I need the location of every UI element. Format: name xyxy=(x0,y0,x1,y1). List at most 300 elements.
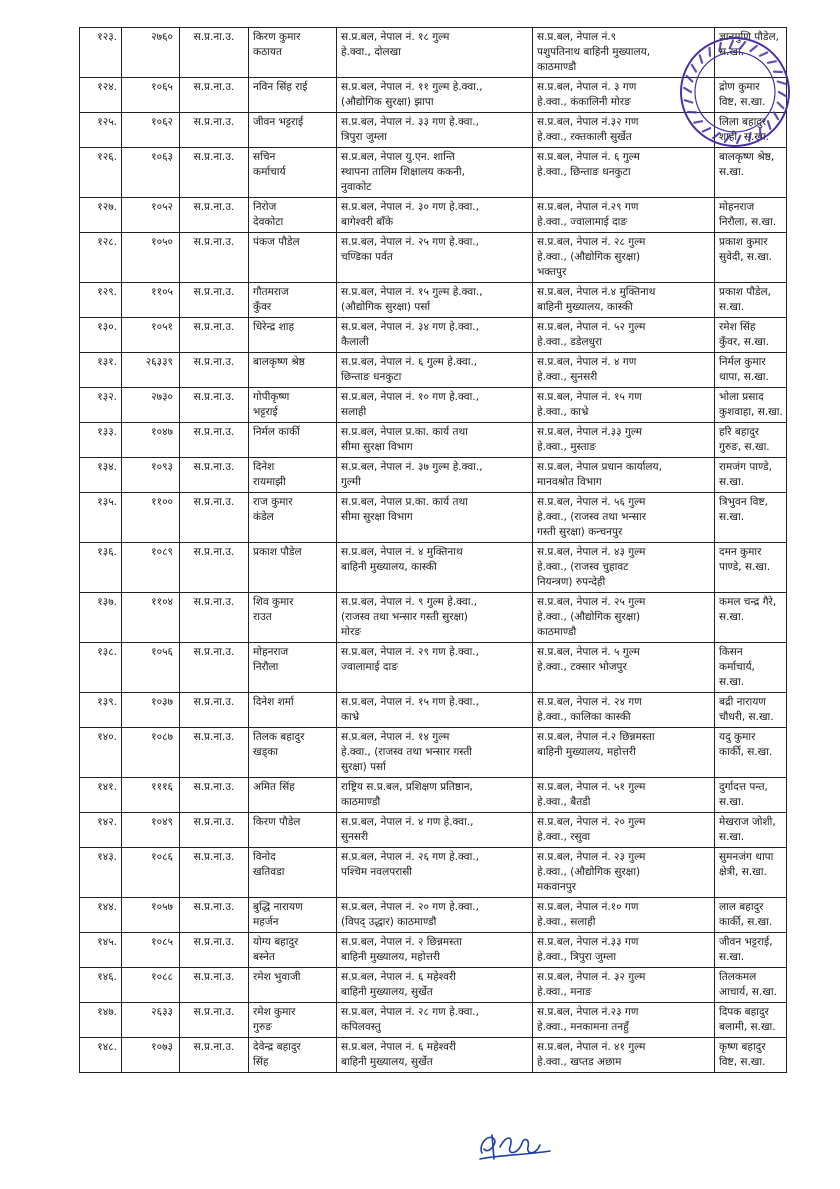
transfer-unit-line: मकवानपुर xyxy=(537,881,576,893)
personnel-name-line: कंडेल xyxy=(253,511,274,523)
cell-transfer-unit xyxy=(533,423,715,458)
current-unit-line: चण्डिका पर्वत xyxy=(341,251,393,263)
cell-personnel-id: १०५२ xyxy=(122,198,180,233)
replacement-officer-line: सुवेदी, स.खा. xyxy=(719,251,772,263)
current-unit-line: हे.क्वा., (राजस्व तथा भन्सार गस्ती xyxy=(341,746,473,758)
cell-personnel-name xyxy=(249,693,337,728)
cell-transfer-unit xyxy=(533,813,715,848)
cell-serial-number: १३६. xyxy=(80,543,122,593)
transfer-unit-line: स.प्र.बल, नेपाल नं.३३ गुल्म xyxy=(537,426,643,438)
replacement-officer-line: द्रोण कुमार xyxy=(719,81,760,93)
replacement-officer-line: लाल बहादुर xyxy=(719,901,764,913)
personnel-name-line: प्रकाश पौडेल xyxy=(253,546,302,558)
cell-current-unit xyxy=(337,933,533,968)
personnel-name-line: नविन सिंह राई xyxy=(253,81,308,93)
cell-personnel-id: १०६३ xyxy=(122,148,180,198)
current-unit-line: स.प्र.बल, नेपाल नं. ३७ गुल्म हे.क्वा., xyxy=(341,461,483,473)
transfer-unit-line: हे.क्वा., कंकालिनी मोरङ xyxy=(537,96,631,108)
cell-personnel-id: १०८७ xyxy=(122,728,180,778)
transfer-unit-line: हे.क्वा., खप्तड अछाम xyxy=(537,1056,622,1068)
current-unit-line: त्रिपुरा जुम्ला xyxy=(341,131,387,143)
transfer-unit-line: हे.क्वा., रसुवा xyxy=(537,831,591,843)
table-row xyxy=(80,643,787,693)
transfer-unit-line: स.प्र.बल, नेपाल नं. ५६ गुल्म xyxy=(537,496,646,508)
current-unit-line: छिन्ताङ धनकुटा xyxy=(341,371,402,383)
cell-personnel-name xyxy=(249,493,337,543)
replacement-officer-line: कर्माचार्य, xyxy=(719,661,755,673)
cell-serial-number: १४८. xyxy=(80,1038,122,1073)
cell-replacement-officer xyxy=(715,1038,787,1073)
transfer-unit-line: स.प्र.बल, नेपाल नं. ३२ गुल्म xyxy=(537,971,646,983)
table-row xyxy=(80,423,787,458)
transfer-unit-line: स.प्र.बल, नेपाल नं. ४ गण xyxy=(537,356,637,368)
cell-transfer-unit xyxy=(533,543,715,593)
table-row xyxy=(80,933,787,968)
personnel-name-line: अमित सिंह xyxy=(253,781,295,793)
current-unit-line: ज्वालामाई दाङ xyxy=(341,661,398,673)
table-row xyxy=(80,543,787,593)
cell-replacement-officer xyxy=(715,283,787,318)
table-row xyxy=(80,113,787,148)
transfer-unit-line: काठमाण्डौ xyxy=(537,626,577,638)
cell-current-unit xyxy=(337,813,533,848)
transfer-unit-line: स.प्र.बल, नेपाल नं.४ मुक्तिनाथ xyxy=(537,286,656,298)
personnel-name-line: भट्टराई xyxy=(253,406,278,418)
personnel-name-line: निरोज xyxy=(253,201,277,213)
current-unit-line: सलाही xyxy=(341,406,367,418)
cell-rank: स.प्र.ना.उ. xyxy=(180,198,249,233)
transfer-unit-line: पशुपतिनाथ बाहिनी मुख्यालय, xyxy=(537,46,651,58)
replacement-officer-line: स.खा. xyxy=(719,796,745,808)
current-unit-line: स.प्र.बल, नेपाल नं. १४ गुल्म xyxy=(341,731,450,743)
current-unit-line: बाहिनी मुख्यालय, सुर्खेत xyxy=(341,1056,433,1068)
personnel-name-line: शिव कुमार xyxy=(253,596,294,608)
personnel-name-line: खड्का xyxy=(253,746,278,758)
replacement-officer-line: स.खा. xyxy=(719,301,745,313)
transfer-unit-line: स.प्र.बल, नेपाल नं. २४ गण xyxy=(537,696,642,708)
current-unit-line: स.प्र.बल, नेपाल नं. १० गण हे.क्वा., xyxy=(341,391,479,403)
cell-personnel-id: १०५० xyxy=(122,233,180,283)
cell-personnel-name xyxy=(249,113,337,148)
cell-transfer-unit xyxy=(533,728,715,778)
cell-serial-number: १२३. xyxy=(80,28,122,78)
current-unit-line: स.प्र.बल, नेपाल नं. ४ मुक्तिनाथ xyxy=(341,546,463,558)
replacement-officer-line: दुर्गादत्त पन्त, xyxy=(719,781,768,793)
cell-rank: स.प्र.ना.उ. xyxy=(180,1038,249,1073)
transfer-unit-line: स.प्र.बल, नेपाल नं.१० गण xyxy=(537,901,639,913)
replacement-officer-line: बद्री नारायण xyxy=(719,696,766,708)
cell-personnel-name xyxy=(249,1038,337,1073)
current-unit-line: हे.क्वा., दोलखा xyxy=(341,46,401,58)
replacement-officer-line: कृष्ण बहादुर xyxy=(719,1041,766,1053)
cell-personnel-name xyxy=(249,353,337,388)
transfer-unit-line: स.प्र.बल, नेपाल नं.३२ गण xyxy=(537,116,639,128)
replacement-officer-line: स.खा. xyxy=(719,46,745,58)
cell-transfer-unit xyxy=(533,898,715,933)
table-row xyxy=(80,233,787,283)
personnel-name-line: राज कुमार xyxy=(253,496,293,508)
current-unit-line: बागेश्वरी बाँके xyxy=(341,216,394,228)
cell-replacement-officer xyxy=(715,813,787,848)
cell-rank: स.प्र.ना.उ. xyxy=(180,388,249,423)
transfer-unit-line: हे.क्वा., (औद्योगिक सुरक्षा) xyxy=(537,866,641,878)
cell-personnel-id: २६३३९ xyxy=(122,353,180,388)
cell-transfer-unit xyxy=(533,1038,715,1073)
current-unit-line: सुरक्षा) पर्सा xyxy=(341,761,386,773)
cell-current-unit xyxy=(337,728,533,778)
replacement-officer-line: क्षेत्री, स.खा. xyxy=(719,866,767,878)
cell-personnel-id: १०६५ xyxy=(122,78,180,113)
cell-replacement-officer xyxy=(715,643,787,693)
personnel-name-line: महर्जन xyxy=(253,916,279,928)
cell-serial-number: १४०. xyxy=(80,728,122,778)
personnel-name-line: पंकज पौडेल xyxy=(253,236,300,248)
cell-replacement-officer xyxy=(715,423,787,458)
current-unit-line: (विपद् उद्धार) काठमाण्डौ xyxy=(341,916,437,928)
transfer-unit-line: स.प्र.बल, नेपाल नं. ४१ गुल्म xyxy=(537,1041,646,1053)
cell-personnel-id: १०८५ xyxy=(122,933,180,968)
personnel-name-line: निरौला xyxy=(253,661,279,673)
replacement-officer-line: आचार्य, स.खा. xyxy=(719,986,777,998)
cell-replacement-officer xyxy=(715,968,787,1003)
replacement-officer-line: स.खा. xyxy=(719,511,745,523)
replacement-officer-line: दिपक बहादुर xyxy=(719,1006,769,1018)
personnel-name-line: रमेश भुवाजी xyxy=(253,971,301,983)
personnel-name-line: गोपीकृष्ण xyxy=(253,391,290,403)
cell-current-unit xyxy=(337,778,533,813)
cell-personnel-id: १०८६ xyxy=(122,848,180,898)
replacement-officer-line: रामजंग पाण्डे, xyxy=(719,461,772,473)
current-unit-line: स.प्र.बल, नेपाल नं. ६ गुल्म हे.क्वा., xyxy=(341,356,478,368)
current-unit-line: स.प्र.बल, नेपाल नं. ४ गण हे.क्वा., xyxy=(341,816,474,828)
replacement-officer-line: स.खा. xyxy=(719,676,745,688)
cell-transfer-unit xyxy=(533,388,715,423)
transfer-unit-line: हे.क्वा., छिन्ताङ धनकुटा xyxy=(537,166,631,178)
personnel-name-line: तिलक बहादुर xyxy=(253,731,305,743)
cell-replacement-officer xyxy=(715,693,787,728)
transfer-unit-line: हे.क्वा., (औद्योगिक सुरक्षा) xyxy=(537,611,641,623)
cell-replacement-officer xyxy=(715,198,787,233)
cell-personnel-name xyxy=(249,728,337,778)
cell-rank: स.प्र.ना.उ. xyxy=(180,968,249,1003)
cell-personnel-name xyxy=(249,1003,337,1038)
transfer-unit-line: हे.क्वा., (राजस्व तथा भन्सार xyxy=(537,511,646,523)
cell-serial-number: १४२. xyxy=(80,813,122,848)
table-row xyxy=(80,848,787,898)
cell-transfer-unit xyxy=(533,1003,715,1038)
cell-rank: स.प्र.ना.उ. xyxy=(180,778,249,813)
cell-current-unit xyxy=(337,848,533,898)
transfer-unit-line: स.प्र.बल, नेपाल नं.३३ गण xyxy=(537,936,639,948)
current-unit-line: स.प्र.बल, नेपाल नं. ६ महेश्वरी xyxy=(341,971,456,983)
personnel-name-line: कठायत xyxy=(253,46,282,58)
replacement-officer-line: कुशवाहा, स.खा. xyxy=(719,406,783,418)
current-unit-line: स.प्र.बल, नेपाल नं. ११ गुल्म हे.क्वा., xyxy=(341,81,483,93)
cell-personnel-name xyxy=(249,283,337,318)
cell-personnel-name xyxy=(249,933,337,968)
replacement-officer-line: कुँवर, स.खा. xyxy=(719,336,769,348)
cell-personnel-name xyxy=(249,593,337,643)
cell-personnel-name xyxy=(249,458,337,493)
transfer-unit-line: स.प्र.बल, नेपाल नं. ३ गण xyxy=(537,81,637,93)
cell-personnel-id: १०४७ xyxy=(122,423,180,458)
cell-replacement-officer xyxy=(715,28,787,78)
cell-personnel-id: १०८८ xyxy=(122,968,180,1003)
cell-rank: स.प्र.ना.उ. xyxy=(180,423,249,458)
replacement-officer-line: त्रिभुवन विष्ट, xyxy=(719,496,768,508)
cell-current-unit xyxy=(337,78,533,113)
current-unit-line: कैलाली xyxy=(341,336,369,348)
table-row xyxy=(80,148,787,198)
personnel-name-line: कर्माचार्य xyxy=(253,166,286,178)
cell-personnel-id: २७६० xyxy=(122,28,180,78)
cell-rank: स.प्र.ना.उ. xyxy=(180,28,249,78)
transfer-unit-line: बाहिनी मुख्यालय, महोत्तरी xyxy=(537,746,636,758)
cell-personnel-name xyxy=(249,78,337,113)
cell-personnel-name xyxy=(249,148,337,198)
cell-personnel-name xyxy=(249,233,337,283)
cell-personnel-name xyxy=(249,848,337,898)
current-unit-line: स.प्र.बल, नेपाल नं. २ छिन्नमस्ता xyxy=(341,936,462,948)
cell-current-unit xyxy=(337,693,533,728)
transfer-unit-line: हे.क्वा., (राजस्व चुहावट xyxy=(537,561,629,573)
replacement-officer-line: किसन xyxy=(719,646,743,658)
cell-replacement-officer xyxy=(715,318,787,353)
current-unit-line: स.प्र.बल, नेपाल नं. १५ गण हे.क्वा., xyxy=(341,696,479,708)
cell-replacement-officer xyxy=(715,848,787,898)
table-row xyxy=(80,493,787,543)
cell-transfer-unit xyxy=(533,198,715,233)
transfer-unit-line: हे.क्वा., मुस्ताङ xyxy=(537,441,596,453)
transfer-unit-line: स.प्र.बल, नेपाल नं. ६ गुल्म xyxy=(537,151,640,163)
replacement-officer-line: थापा, स.खा. xyxy=(719,371,769,383)
cell-personnel-id: १०४९ xyxy=(122,813,180,848)
cell-replacement-officer xyxy=(715,113,787,148)
cell-replacement-officer xyxy=(715,728,787,778)
cell-replacement-officer xyxy=(715,78,787,113)
cell-serial-number: १३७. xyxy=(80,593,122,643)
table-row xyxy=(80,283,787,318)
cell-transfer-unit xyxy=(533,933,715,968)
replacement-officer-line: तिलकमल xyxy=(719,971,757,983)
replacement-officer-line: विष्ट, स.खा. xyxy=(719,96,766,108)
table-row xyxy=(80,198,787,233)
cell-personnel-id: ११०५ xyxy=(122,283,180,318)
cell-transfer-unit xyxy=(533,78,715,113)
personnel-name-line: रमेश कुमार xyxy=(253,1006,296,1018)
current-unit-line: राष्ट्रिय स.प्र.बल, प्रशिक्षण प्रतिष्ठान, xyxy=(341,781,473,793)
cell-current-unit xyxy=(337,353,533,388)
cell-personnel-id: ११०० xyxy=(122,493,180,543)
replacement-officer-line: कार्की, स.खा. xyxy=(719,916,773,928)
cell-current-unit xyxy=(337,388,533,423)
cell-replacement-officer xyxy=(715,543,787,593)
cell-replacement-officer xyxy=(715,148,787,198)
cell-personnel-name xyxy=(249,423,337,458)
replacement-officer-line: ज्ञानमुणि पौडेल, xyxy=(719,31,779,43)
cell-replacement-officer xyxy=(715,1003,787,1038)
current-unit-line: स.प्र.बल, नेपाल नं. ३४ गण हे.क्वा., xyxy=(341,321,479,333)
cell-transfer-unit xyxy=(533,318,715,353)
cell-personnel-id: १०८९ xyxy=(122,543,180,593)
personnel-name-line: रायमाझी xyxy=(253,476,286,488)
cell-serial-number: १३८. xyxy=(80,643,122,693)
personnel-name-line: धिरेन्द्र शाह xyxy=(253,321,295,333)
current-unit-line: काठमाण्डौ xyxy=(341,796,381,808)
replacement-officer-line: पाण्डे, स.खा. xyxy=(719,561,771,573)
cell-personnel-id: १०९३ xyxy=(122,458,180,493)
replacement-officer-line: बलामी, स.खा. xyxy=(719,1021,776,1033)
cell-personnel-name xyxy=(249,318,337,353)
current-unit-line: स.प्र.बल, नेपाल नं. ६ महेश्वरी xyxy=(341,1041,456,1053)
cell-current-unit xyxy=(337,593,533,643)
cell-current-unit xyxy=(337,543,533,593)
replacement-officer-line: विष्ट, स.खा. xyxy=(719,1056,766,1068)
current-unit-line: मोरङ xyxy=(341,626,361,638)
transfer-unit-line: भक्तपुर xyxy=(537,266,567,278)
cell-current-unit xyxy=(337,458,533,493)
current-unit-line: (औद्योगिक सुरक्षा) झापा xyxy=(341,96,434,108)
transfer-unit-line: हे.क्वा., ज्वालामाई दाङ xyxy=(537,216,628,228)
cell-current-unit xyxy=(337,898,533,933)
cell-replacement-officer xyxy=(715,353,787,388)
replacement-officer-line: लिला बहादुर xyxy=(719,116,767,128)
cell-rank: स.प्र.ना.उ. xyxy=(180,113,249,148)
transfer-unit-line: स.प्र.बल, नेपाल नं. २० गुल्म xyxy=(537,816,646,828)
personnel-name-line: खतिवडा xyxy=(253,866,285,878)
cell-current-unit xyxy=(337,28,533,78)
cell-personnel-name xyxy=(249,643,337,693)
cell-current-unit xyxy=(337,283,533,318)
cell-rank: स.प्र.ना.उ. xyxy=(180,353,249,388)
transfer-table xyxy=(79,27,787,1073)
personnel-name-line: किरण कुमार xyxy=(253,31,301,43)
current-unit-line: नुवाकोट xyxy=(341,181,372,193)
current-unit-line: स.प्र.बल, नेपाल नं. १५ गुल्म हे.क्वा., xyxy=(341,286,483,298)
replacement-officer-line: मोहनराज xyxy=(719,201,755,213)
current-unit-line: स.प्र.बल, नेपाल नं. २० गण हे.क्वा., xyxy=(341,901,479,913)
cell-serial-number: १३९. xyxy=(80,693,122,728)
cell-rank: स.प्र.ना.उ. xyxy=(180,1003,249,1038)
personnel-name-line: बस्नेत xyxy=(253,951,275,963)
table-row xyxy=(80,388,787,423)
replacement-officer-line: गुरुङ, स.खा. xyxy=(719,441,770,453)
transfer-unit-line: स.प्र.बल, नेपाल नं.२ छिन्नमस्ता xyxy=(537,731,655,743)
personnel-name-line: विनोद xyxy=(253,851,276,863)
cell-transfer-unit xyxy=(533,643,715,693)
transfer-unit-line: स.प्र.बल, नेपाल नं.२३ गण xyxy=(537,1006,639,1018)
table-body xyxy=(80,28,787,1073)
current-unit-line: स.प्र.बल, नेपाल प्र.का. कार्य तथा xyxy=(341,496,468,508)
replacement-officer-line: दमन कुमार xyxy=(719,546,762,558)
table-row xyxy=(80,898,787,933)
cell-personnel-id: १०५७ xyxy=(122,898,180,933)
transfer-unit-line: स.प्र.बल, नेपाल नं.२९ गण xyxy=(537,201,639,213)
replacement-officer-line: प्रकाश पौडेल, xyxy=(719,286,771,298)
cell-personnel-name xyxy=(249,813,337,848)
cell-serial-number: १४४. xyxy=(80,898,122,933)
replacement-officer-line: जीवन भट्टराई, xyxy=(719,936,773,948)
cell-personnel-name xyxy=(249,198,337,233)
cell-serial-number: १४१. xyxy=(80,778,122,813)
cell-current-unit xyxy=(337,198,533,233)
transfer-unit-line: स.प्र.बल, नेपाल नं. ५२ गुल्म xyxy=(537,321,646,333)
replacement-officer-line: मेखराज जोशी, xyxy=(719,816,776,828)
cell-personnel-name xyxy=(249,968,337,1003)
cell-serial-number: १३५. xyxy=(80,493,122,543)
cell-current-unit xyxy=(337,423,533,458)
transfer-unit-line: हे.क्वा., (औद्योगिक सुरक्षा) xyxy=(537,251,641,263)
current-unit-line: (राजस्व तथा भन्सार गस्ती सुरक्षा) xyxy=(341,611,468,623)
transfer-unit-line: स.प्र.बल, नेपाल नं. २५ गुल्म xyxy=(537,596,646,608)
personnel-name-line: जीवन भट्टराई xyxy=(253,116,304,128)
current-unit-line: स.प्र.बल, नेपाल नं. २९ गण हे.क्वा., xyxy=(341,646,479,658)
cell-current-unit xyxy=(337,643,533,693)
handwritten-signature xyxy=(470,1125,560,1165)
cell-transfer-unit xyxy=(533,233,715,283)
transfer-unit-line: हे.क्वा., त्रिपुरा जुम्ला xyxy=(537,951,617,963)
current-unit-line: काभ्रे xyxy=(341,711,360,723)
table-row xyxy=(80,728,787,778)
transfer-unit-line: हे.क्वा., टक्सार भोजपुर xyxy=(537,661,627,673)
replacement-officer-line: प्रकाश कुमार xyxy=(719,236,768,248)
replacement-officer-line: स.खा. xyxy=(719,476,745,488)
transfer-unit-line: काठमाण्डौ xyxy=(537,61,577,73)
transfer-unit-line: स.प्र.बल, नेपाल नं. २८ गुल्म xyxy=(537,236,646,248)
cell-transfer-unit xyxy=(533,28,715,78)
transfer-list-page xyxy=(79,27,787,1073)
personnel-name-line: कुँवर xyxy=(253,301,272,313)
current-unit-line: कपिलवस्तु xyxy=(341,1021,381,1033)
current-unit-line: पश्चिम नवलपरासी xyxy=(341,866,413,878)
cell-rank: स.प्र.ना.उ. xyxy=(180,148,249,198)
cell-serial-number: १३०. xyxy=(80,318,122,353)
cell-current-unit xyxy=(337,148,533,198)
cell-serial-number: १२९. xyxy=(80,283,122,318)
current-unit-line: सीमा सुरक्षा विभाग xyxy=(341,511,413,523)
cell-personnel-name xyxy=(249,778,337,813)
cell-current-unit xyxy=(337,318,533,353)
replacement-officer-line: निर्मल कुमार xyxy=(719,356,766,368)
personnel-name-line: सचिन xyxy=(253,151,276,163)
current-unit-line: (औद्योगिक सुरक्षा) पर्सा xyxy=(341,301,431,313)
replacement-officer-line: सुमनजंग थापा xyxy=(719,851,774,863)
transfer-unit-line: स.प्र.बल, नेपाल नं. ५ गुल्म xyxy=(537,646,640,658)
table-row xyxy=(80,1038,787,1073)
cell-personnel-id: १०७३ xyxy=(122,1038,180,1073)
cell-rank: स.प्र.ना.उ. xyxy=(180,543,249,593)
replacement-officer-line: भोला प्रसाद xyxy=(719,391,764,403)
cell-serial-number: १३२. xyxy=(80,388,122,423)
personnel-name-line: योग्य बहादुर xyxy=(253,936,299,948)
cell-current-unit xyxy=(337,968,533,1003)
cell-personnel-name xyxy=(249,898,337,933)
personnel-name-line: किरण पौडेल xyxy=(253,816,301,828)
table-row xyxy=(80,778,787,813)
cell-rank: स.प्र.ना.उ. xyxy=(180,283,249,318)
cell-current-unit xyxy=(337,1003,533,1038)
personnel-name-line: देवकोटा xyxy=(253,216,284,228)
replacement-officer-line: स.खा. xyxy=(719,831,745,843)
current-unit-line: स.प्र.बल, नेपाल नं. २५ गण हे.क्वा., xyxy=(341,236,479,248)
transfer-unit-line: हे.क्वा., कालिका कास्की xyxy=(537,711,631,723)
replacement-officer-line: रमेश सिंह xyxy=(719,321,756,333)
cell-replacement-officer xyxy=(715,898,787,933)
replacement-officer-line: निरौला, स.खा. xyxy=(719,216,777,228)
cell-replacement-officer xyxy=(715,233,787,283)
cell-replacement-officer xyxy=(715,458,787,493)
cell-rank: स.प्र.ना.उ. xyxy=(180,78,249,113)
